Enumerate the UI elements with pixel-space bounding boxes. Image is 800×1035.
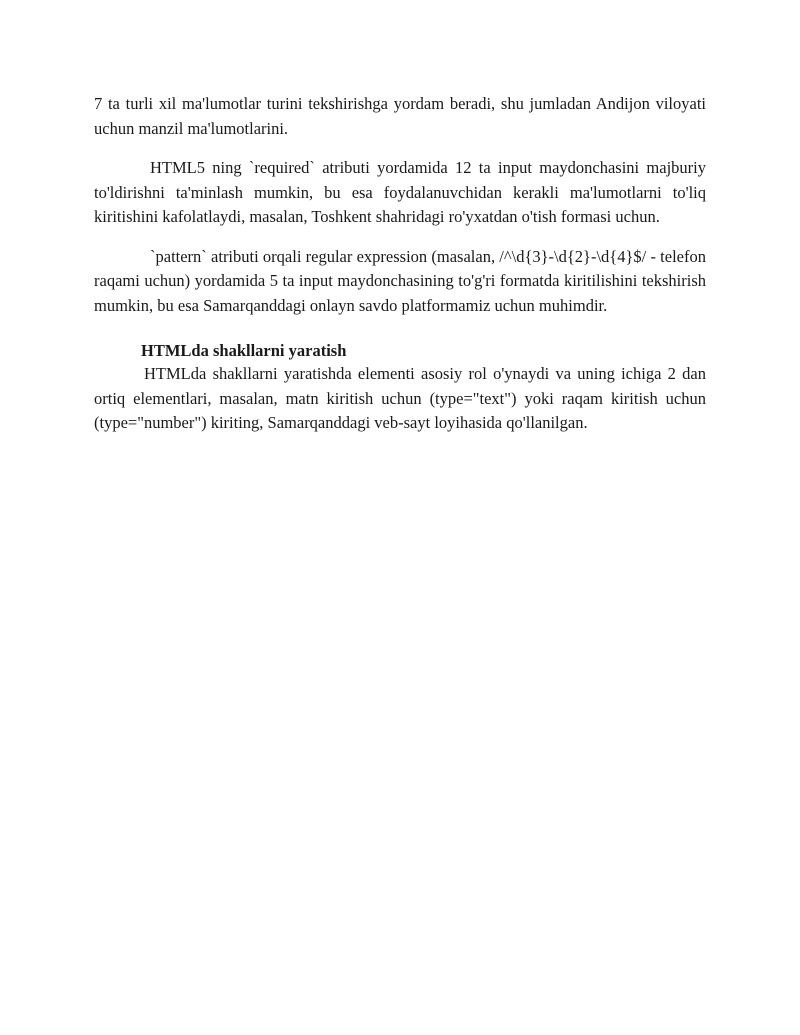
paragraph-pattern-attribute: `pattern` atributi orqali regular expression (masalan, /^\d{3}-\d{2}-\d{4}$/ - telefon raqami uchun) yordamida 5 ta input maydonchasining to'g'ri formatda kiritilishini tekshirish mumkin, bu esa Samarqanddagi onlayn savdo platformamiz uchun muhimdir. (94, 246, 706, 315)
paragraph-forms-creation: HTMLda shakllarni yaratishda elementi asosiy rol o'ynaydi va uning ichiga 2 dan ortiq elementlari, masalan, matn kiritish uchun (type="text") yoki raqam kiritish uchun (type="number") kiriting, Samarqanddagi veb-sayt loyihasida qo'llanilgan. (94, 364, 706, 432)
section-heading: HTMLda shakllarni yaratish (141, 341, 347, 360)
paragraph-continuation: 7 ta turli xil ma'lumotlar turini tekshirishga yordam beradi, shu jumladan Andijon viloyati uchun manzil ma'lumotlarini. (94, 94, 706, 138)
document-body (94, 92, 706, 451)
paragraph-required-attribute: HTML5 ning `required` atributi yordamida 12 ta input maydonchasini majburiy to'ldirishni ta'minlash mumkin, bu esa foydalanuvchidan kerakli ma'lumotlarni to'liq kiritishini kafolatlaydi, masalan, Toshkent shahridagi ro'yxatdan o'tish formasi uchun. (94, 158, 706, 226)
